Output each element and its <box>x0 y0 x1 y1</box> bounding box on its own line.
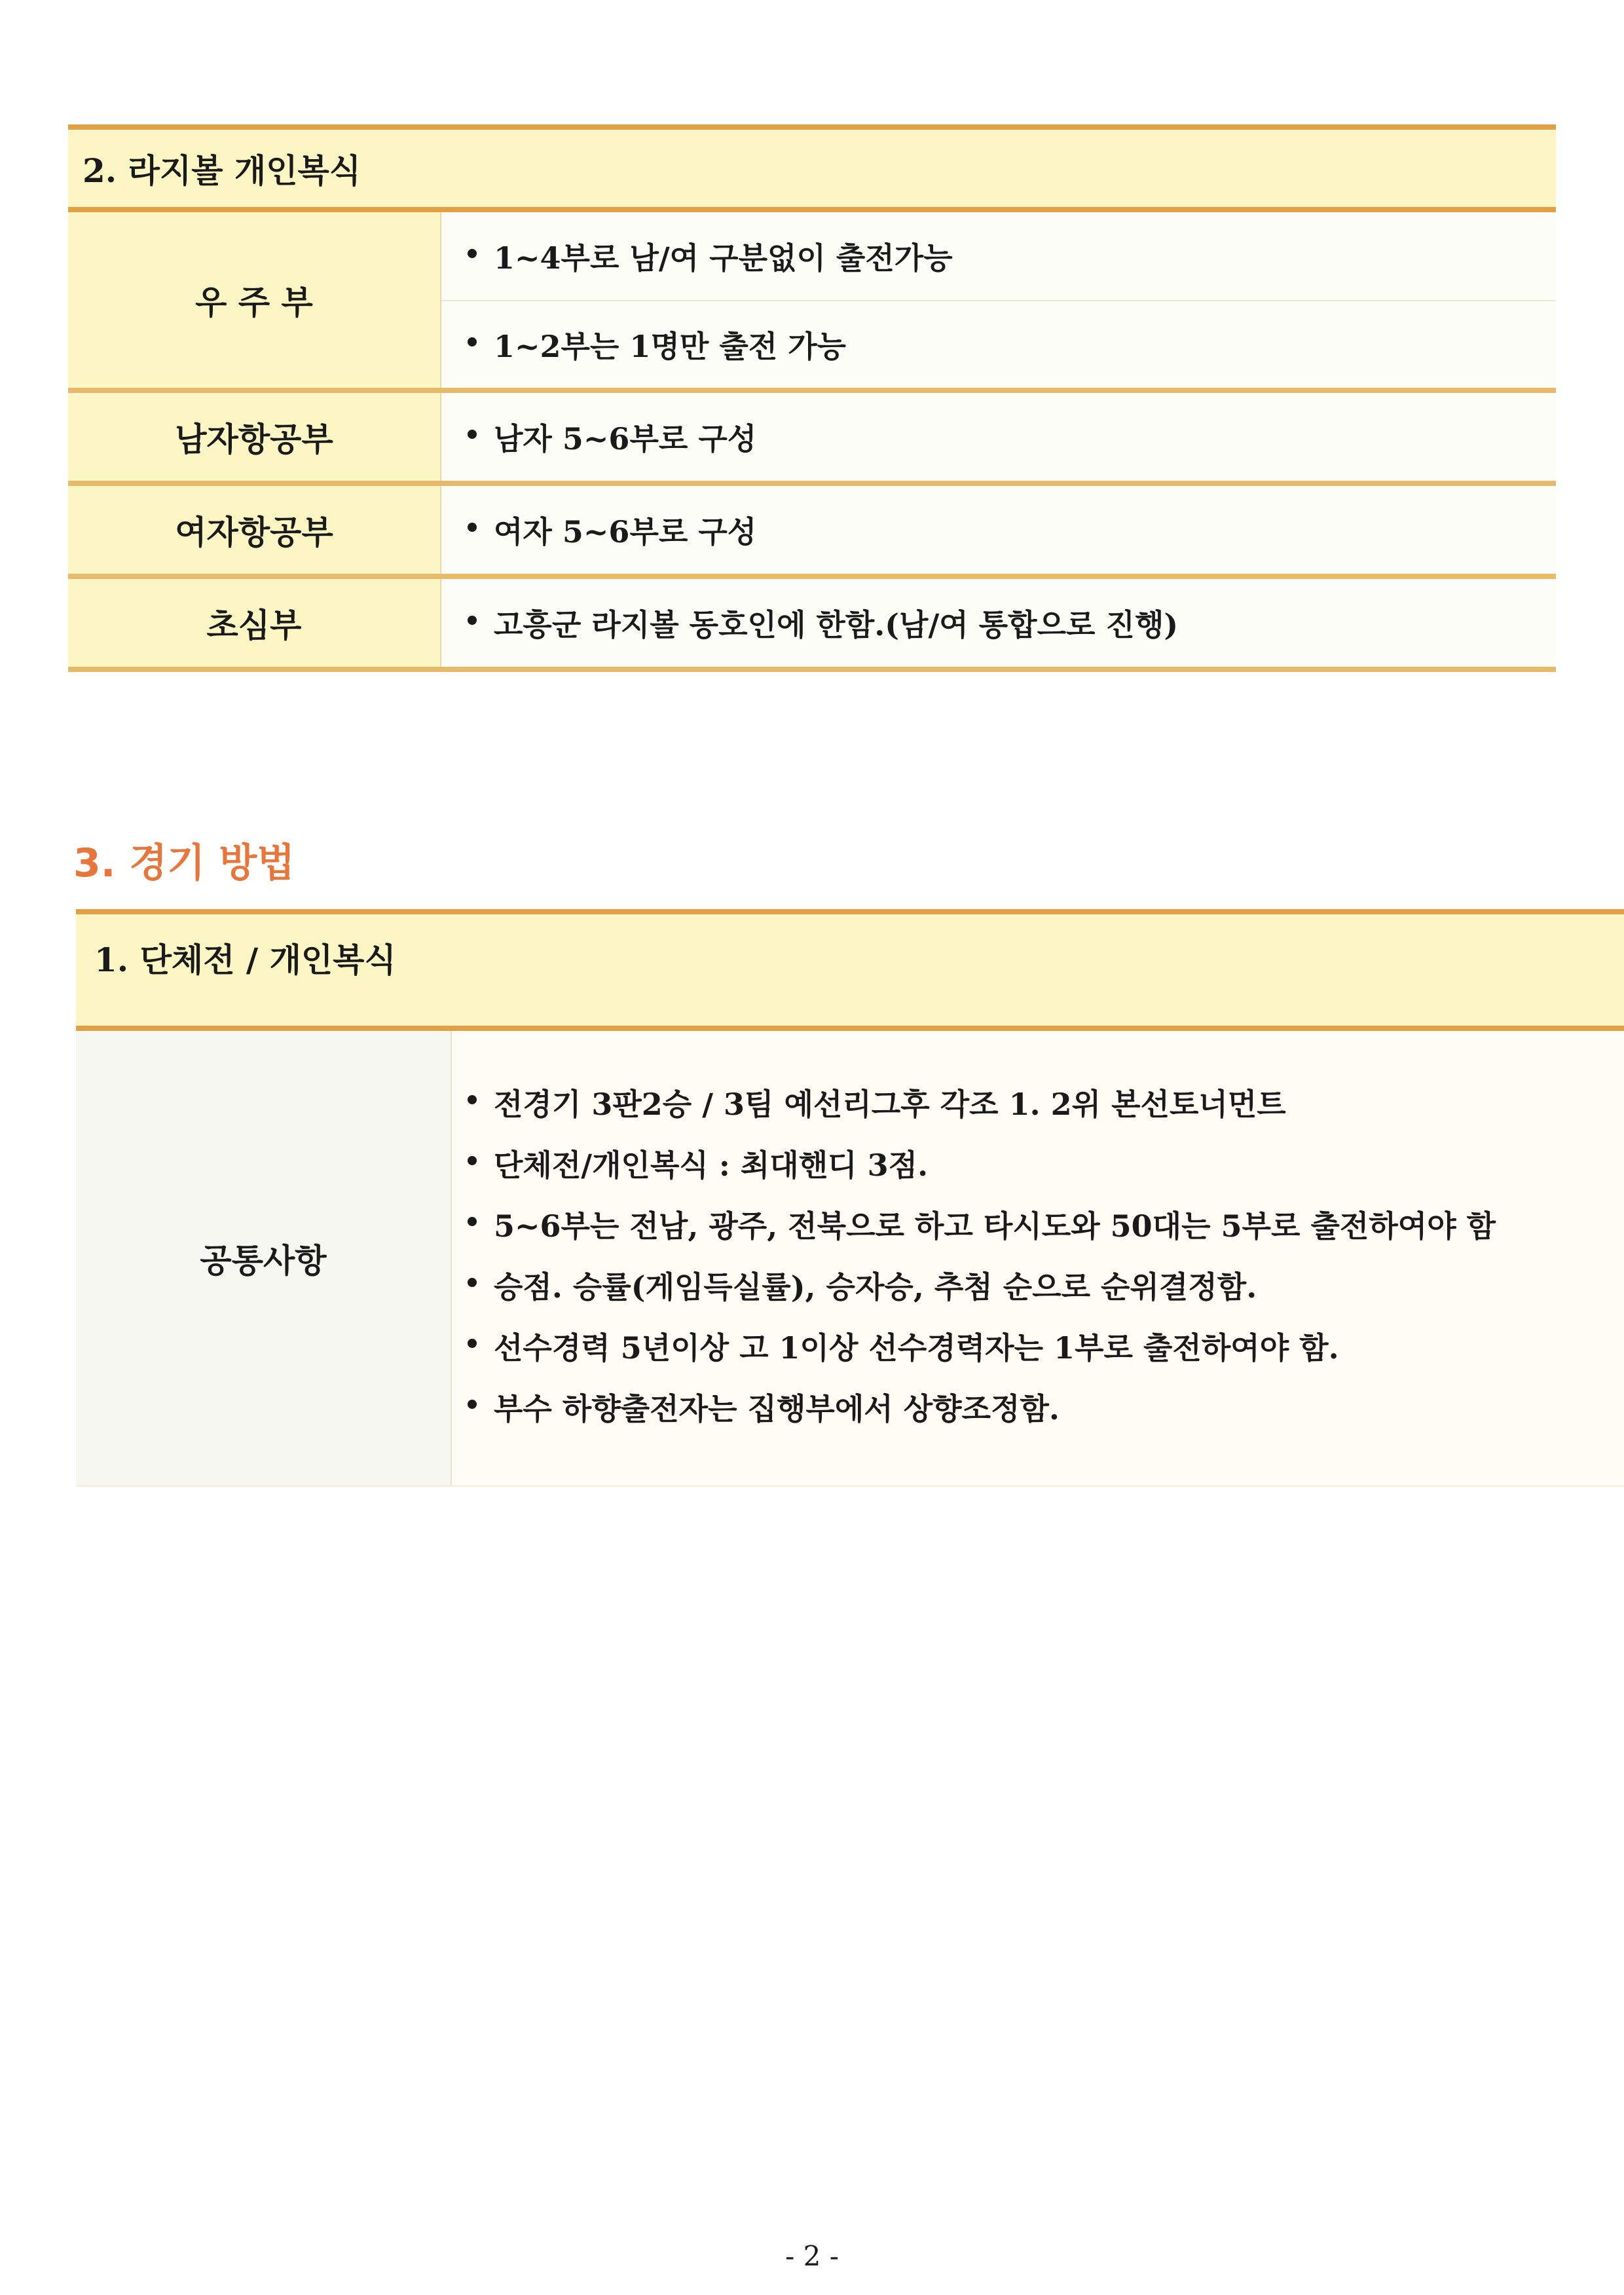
row-label: 우 주 부 <box>68 212 441 388</box>
bullet-icon <box>468 337 477 346</box>
bullet-icon <box>468 1217 477 1226</box>
match-method-table <box>76 909 1624 1487</box>
list-item: 부수 하향출전자는 집행부에서 상향조정함. <box>452 1376 1624 1437</box>
bullet-icon <box>468 523 477 532</box>
bullet-icon <box>468 249 477 258</box>
list-item: 여자 5~6부로 구성 <box>441 486 1556 574</box>
list-item: 단체전/개인복식 : 최대핸디 3점. <box>452 1132 1624 1193</box>
table-header: 2. 라지볼 개인복식 <box>68 124 1556 212</box>
row-label: 여자항공부 <box>68 486 441 574</box>
list-item: 승점. 승률(게임득실률), 승자승, 추첨 순으로 순위결정함. <box>452 1254 1624 1315</box>
row-content <box>441 212 1556 388</box>
bullet-icon <box>468 1339 477 1348</box>
table-row <box>76 1031 1624 1487</box>
list-item: 1~2부는 1명만 출전 가능 <box>441 300 1556 388</box>
row-label: 초심부 <box>68 579 441 667</box>
list-item: 선수경력 5년이상 고 1이상 선수경력자는 1부로 출전하여야 함. <box>452 1315 1624 1376</box>
page-number: - 2 - <box>785 2240 839 2272</box>
row-content <box>441 393 1556 481</box>
bullet-icon <box>468 1095 477 1104</box>
table-row <box>68 393 1556 486</box>
row-content <box>441 579 1556 667</box>
large-ball-doubles-table <box>68 124 1556 672</box>
bullet-icon <box>468 1400 477 1409</box>
row-label: 남자항공부 <box>68 393 441 481</box>
row-content <box>441 486 1556 574</box>
table-row <box>68 212 1556 393</box>
list-item: 전경기 3판2승 / 3팀 예선리그후 각조 1. 2위 본선토너먼트 <box>452 1072 1624 1132</box>
row-label: 공통사항 <box>76 1031 452 1485</box>
row-content <box>452 1031 1624 1485</box>
bullet-icon <box>468 616 477 625</box>
table-header: 1. 단체전 / 개인복식 <box>76 909 1624 1031</box>
list-item: 고흥군 라지볼 동호인에 한함.(남/여 통합으로 진행) <box>441 579 1556 667</box>
section-title: 3. 경기 방법 <box>73 840 295 886</box>
list-item: 남자 5~6부로 구성 <box>441 393 1556 481</box>
table-row <box>68 579 1556 672</box>
bullet-icon <box>468 1156 477 1165</box>
table-row <box>68 486 1556 579</box>
list-item: 1~4부로 남/여 구분없이 출전가능 <box>441 212 1556 300</box>
bullet-icon <box>468 1278 477 1287</box>
bullet-icon <box>468 430 477 439</box>
list-item: 5~6부는 전남, 광주, 전북으로 하고 타시도와 50대는 5부로 출전하여야 함 <box>452 1193 1624 1254</box>
